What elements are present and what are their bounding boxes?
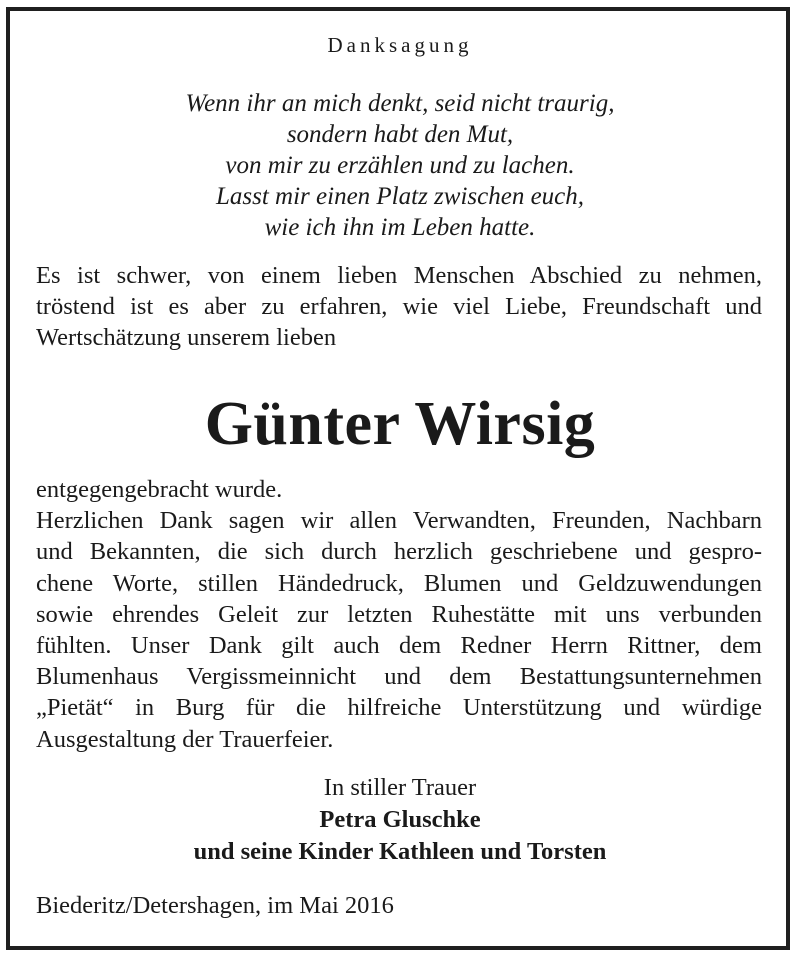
body-line-1: entgegengebracht wurde. (36, 476, 283, 503)
thanks-paragraph (36, 474, 762, 755)
poem-line-2: sondern habt den Mut, (286, 121, 514, 148)
body-line-5: sowie ehrendes Geleit zur letzten Ruhestätte mit uns verbunden (36, 600, 762, 628)
poem-line-1: Wenn ihr an mich denkt, seid nicht traurig, (185, 90, 615, 117)
body-line-7: Blumenhaus Vergissmeinnicht und dem Bestattungsunternehmen (36, 663, 762, 691)
body-line-4: chene Worte, stillen Händedruck, Blumen und Geldzuwendungen (36, 569, 762, 597)
intro-line-2: tröstend ist es aber zu erfahren, wie viel Liebe, Freundschaft und (36, 293, 762, 321)
poem-line-3: von mir zu erzählen und zu lachen. (225, 152, 575, 179)
signature-intro: In stiller Trauer (323, 774, 477, 801)
body-line-2: Herzlichen Dank sagen wir allen Verwandten, Freunden, Nachbarn (36, 507, 762, 535)
poem-line-4: Lasst mir einen Platz zwischen euch, (215, 183, 585, 210)
intro-paragraph (36, 260, 762, 354)
intro-line-3: Wertschätzung unserem lieben (36, 324, 337, 352)
place-date: Biederitz/Detershagen, im Mai 2016 (36, 892, 394, 919)
body-line-8: „Pietät“ in Burg für die hilfreiche Unterstützung und würdige (36, 694, 762, 722)
body-line-9: Ausgestaltung der Trauerfeier. (36, 725, 334, 753)
deceased-name: Günter Wirsig (204, 390, 596, 458)
body-line-3: und Bekannten, die sich durch herzlich geschriebene und gespro- (36, 538, 762, 566)
body-line-6: fühlten. Unser Dank gilt auch dem Redner Herrn Rittner, dem (36, 632, 762, 660)
intro-line-1: Es ist schwer, von einem lieben Menschen Abschied zu nehmen, (36, 262, 762, 289)
signature-name: Petra Gluschke (319, 806, 481, 833)
notice-heading: Danksagung (327, 33, 473, 57)
poem-line-5: wie ich ihn im Leben hatte. (264, 214, 536, 241)
signature-family: und seine Kinder Kathleen und Torsten (193, 838, 607, 865)
